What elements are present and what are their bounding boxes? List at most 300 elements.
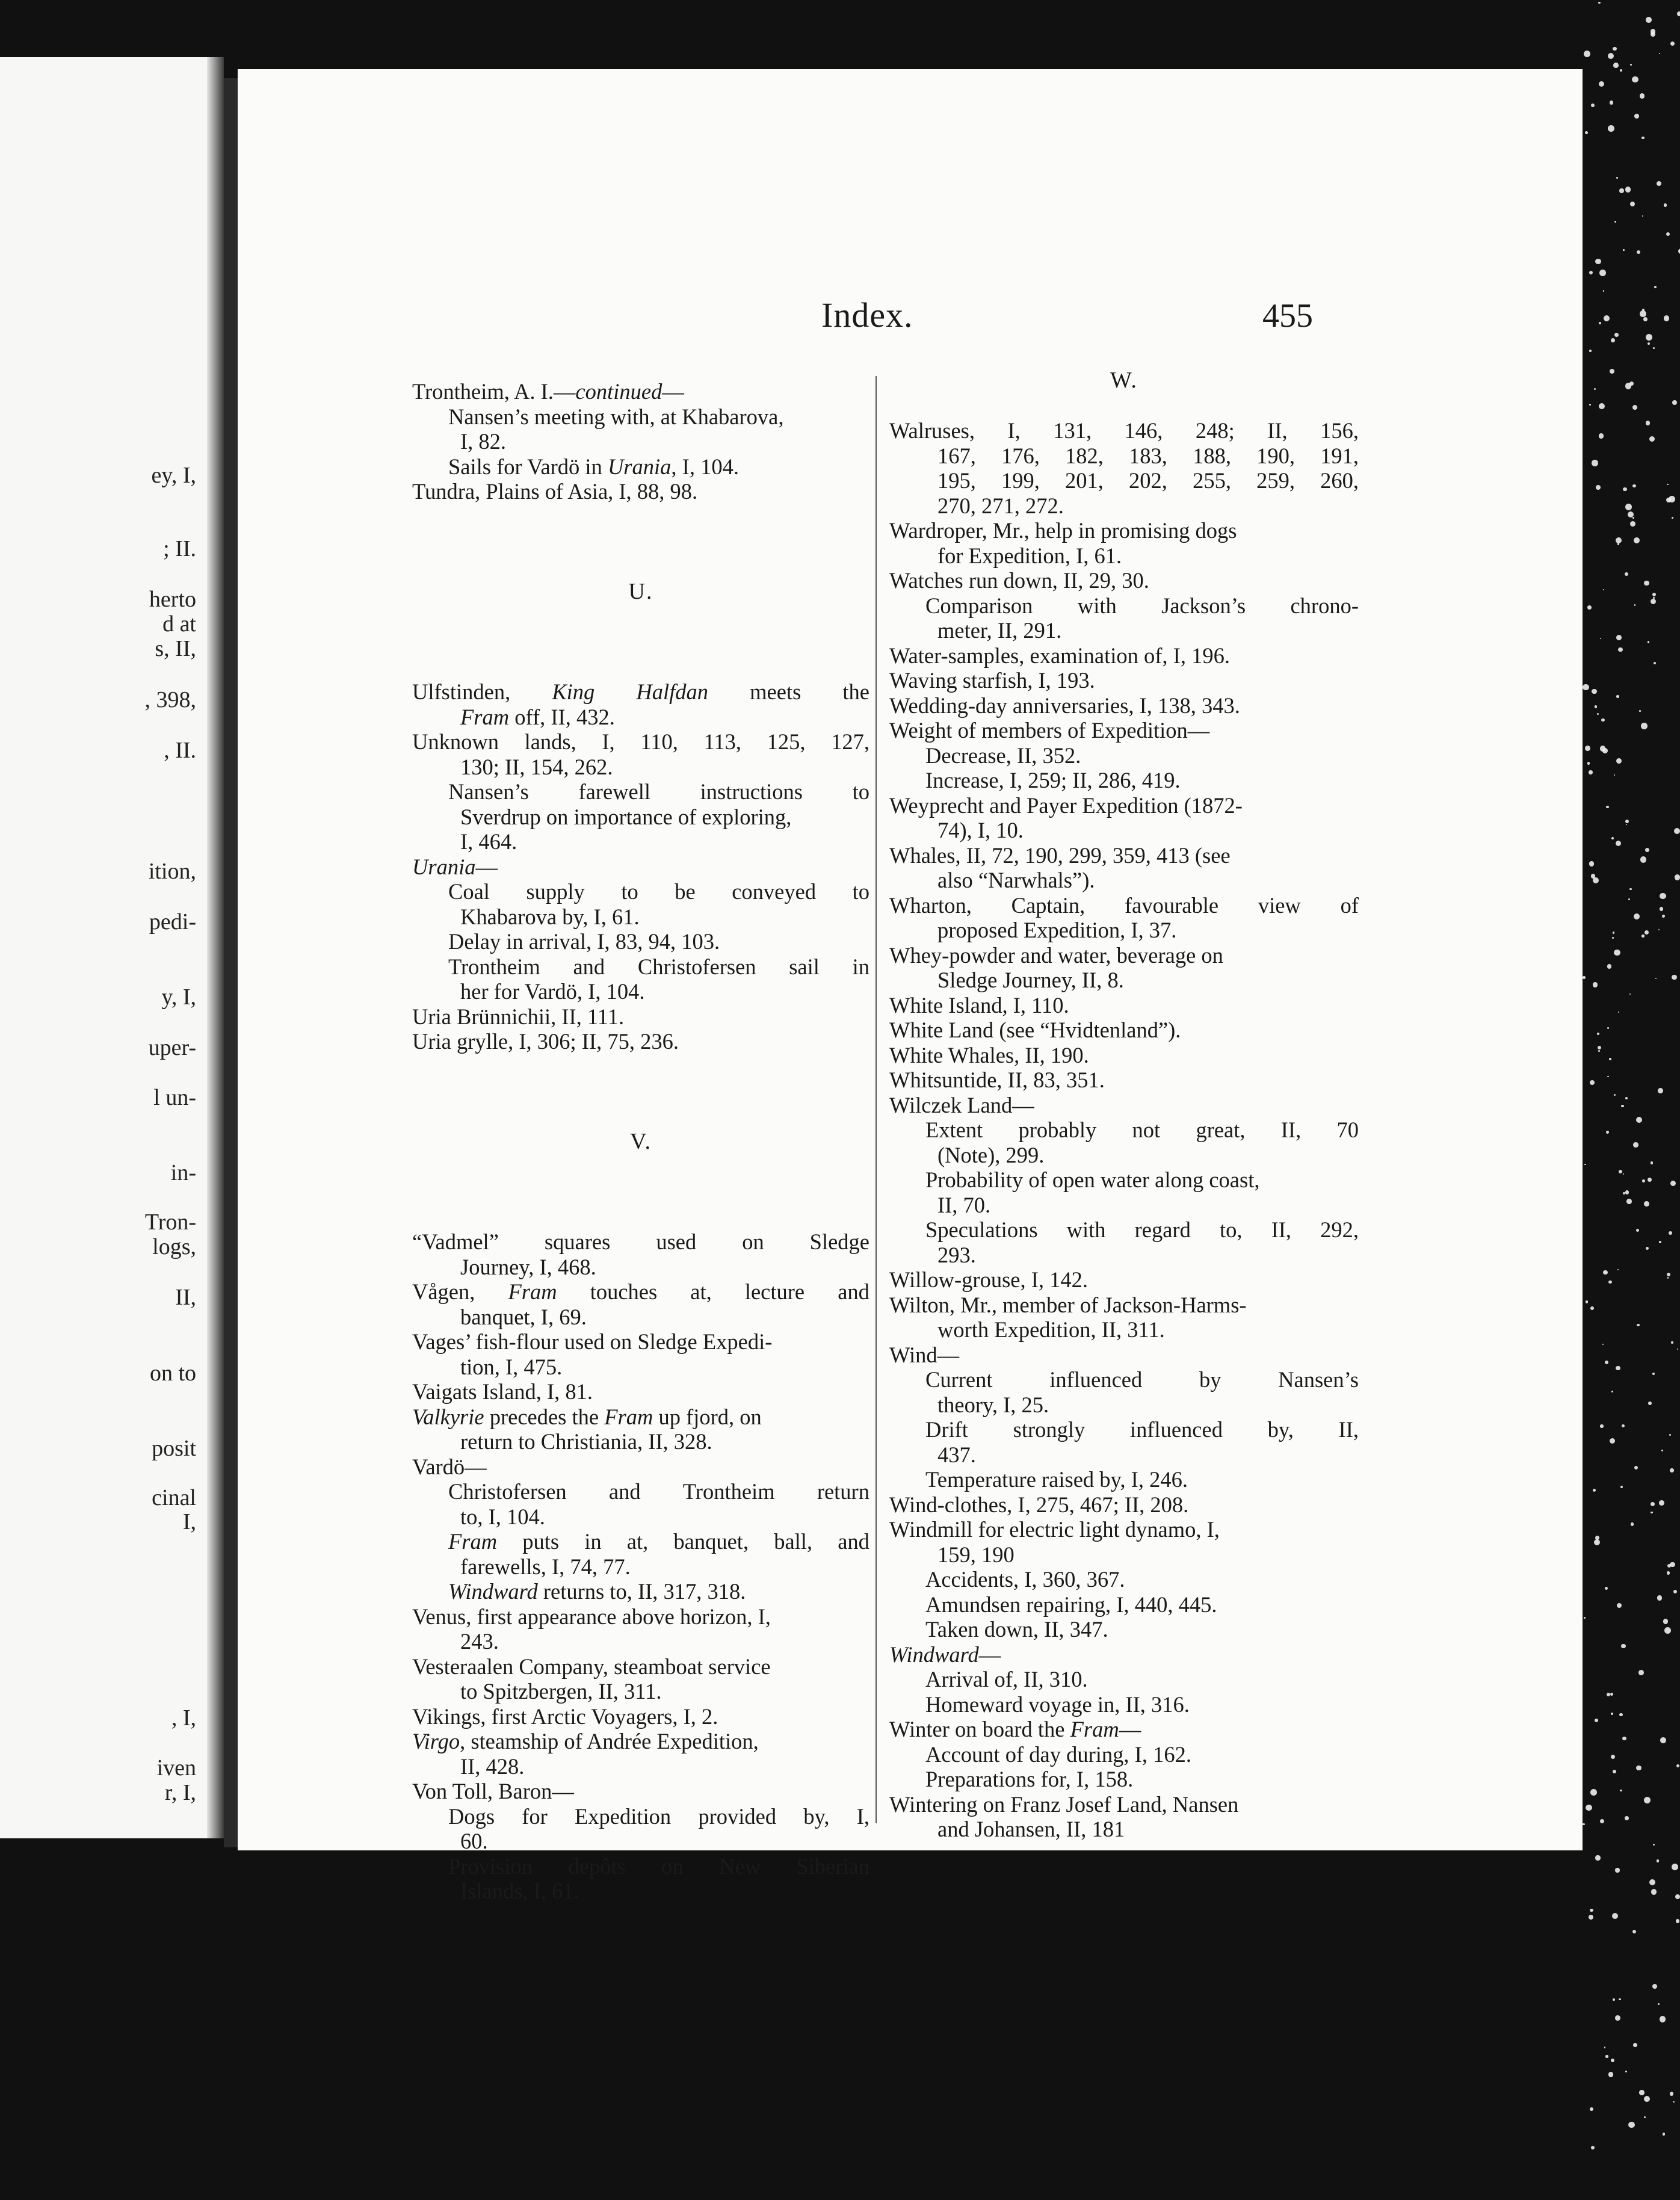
dust-speck: [1640, 311, 1646, 317]
dust-speck: [1586, 1300, 1589, 1303]
dust-speck: [1632, 517, 1634, 519]
dust-speck: [1646, 17, 1652, 23]
dust-speck: [1598, 1046, 1601, 1049]
dust-speck: [1590, 1306, 1595, 1311]
index-subentry: Journey, I, 468.: [460, 1254, 596, 1279]
dust-speck: [1629, 993, 1631, 995]
dust-speck: [1590, 1080, 1595, 1085]
facing-page-fragment: Tron-: [144, 1210, 196, 1235]
dust-speck: [1604, 315, 1610, 321]
dust-speck: [1590, 1789, 1597, 1796]
dust-speck: [1613, 63, 1619, 68]
dust-speck: [1649, 436, 1655, 442]
dust-speck: [1607, 1693, 1610, 1696]
dust-speck: [1669, 1434, 1671, 1436]
dust-speck: [1602, 1344, 1604, 1345]
dust-speck: [1620, 1486, 1623, 1488]
index-entry: Valkyrie precedes the Fram up fjord, on: [412, 1404, 762, 1429]
dust-speck: [1659, 1241, 1661, 1243]
dust-speck: [1652, 1373, 1655, 1375]
facing-page-fragment: II,: [175, 1285, 196, 1310]
dust-speck: [1602, 748, 1608, 753]
index-subentry: to Spitzbergen, II, 311.: [460, 1679, 662, 1704]
dust-speck: [1634, 537, 1640, 543]
dust-speck: [1640, 856, 1646, 862]
index-entry: Venus, first appearance above horizon, I,: [412, 1604, 771, 1629]
dust-speck: [1664, 203, 1667, 207]
index-subentry: 167, 176, 182, 183, 188, 190, 191,: [937, 443, 1359, 468]
section-spacer: [412, 1154, 869, 1229]
dust-speck: [1600, 638, 1601, 639]
index-entry: Wind—: [889, 1342, 960, 1367]
dust-speck: [1631, 1522, 1634, 1526]
facing-page-fragment: I,: [182, 1509, 196, 1534]
dust-speck: [1585, 131, 1588, 134]
index-subentry: Provision depôts on New Siberian: [448, 1853, 869, 1879]
dust-speck: [1600, 1819, 1604, 1823]
background-texture: [1480, 0, 1680, 2200]
dust-speck: [1619, 1998, 1620, 2000]
index-entry: Von Toll, Baron—: [412, 1779, 574, 1803]
dust-speck: [1636, 1229, 1639, 1232]
index-subentry: Arrival of, II, 310.: [925, 1667, 1088, 1692]
dust-speck: [1651, 1512, 1652, 1513]
dust-speck: [1676, 1764, 1679, 1767]
dust-speck: [1595, 705, 1597, 708]
index-subentry: Fram puts in at, banquet, ball, and: [448, 1529, 869, 1554]
dust-speck: [1667, 1571, 1670, 1575]
dust-speck: [1629, 888, 1632, 891]
dust-speck: [1599, 433, 1604, 438]
dust-speck: [1644, 2116, 1646, 2118]
facing-page-fragment: y, I,: [161, 984, 196, 1010]
facing-page-fragment: herto: [149, 587, 196, 612]
dust-speck: [1607, 1076, 1609, 1078]
index-entry: Weight of members of Expedition—: [889, 718, 1210, 743]
dust-speck: [1658, 1088, 1663, 1093]
dust-speck: [1662, 915, 1666, 918]
dust-speck: [1663, 1619, 1669, 1624]
facing-page-fragment: d at: [162, 611, 196, 637]
dust-speck: [1612, 1913, 1619, 1920]
dust-speck: [1616, 177, 1618, 179]
dust-speck: [1607, 1027, 1609, 1029]
dust-speck: [1654, 286, 1657, 288]
dust-speck: [1623, 487, 1626, 491]
index-subentry: for Expedition, I, 61.: [937, 543, 1122, 568]
dust-speck: [1616, 695, 1619, 697]
index-entry: Willow-grouse, I, 142.: [889, 1267, 1089, 1292]
dust-speck: [1672, 975, 1677, 980]
dust-speck: [1628, 898, 1630, 900]
dust-speck: [1599, 322, 1601, 324]
dust-speck: [1655, 978, 1657, 979]
index-entry: Uria grylle, I, 306; II, 75, 236.: [412, 1029, 679, 1054]
dust-speck: [1617, 1269, 1619, 1270]
dust-speck: [1589, 770, 1592, 774]
dust-speck: [1616, 758, 1622, 764]
dust-speck: [1667, 484, 1669, 486]
dust-speck: [1584, 1617, 1586, 1619]
index-entry: Waving starfish, I, 193.: [889, 668, 1095, 693]
section-spacer: [412, 1054, 869, 1129]
dust-speck: [1625, 2071, 1627, 2072]
dust-speck: [1675, 874, 1680, 880]
dust-speck: [1625, 187, 1631, 193]
dust-speck: [1608, 53, 1614, 59]
dust-speck: [1626, 1199, 1632, 1204]
dust-speck: [1660, 893, 1666, 900]
dust-speck: [1614, 774, 1615, 776]
dust-speck: [1669, 1231, 1672, 1235]
index-entry: Ulfstinden, King Halfdan meets the: [412, 679, 869, 704]
dust-speck: [1593, 1489, 1596, 1492]
dust-speck: [1594, 1539, 1600, 1545]
index-subentry: Amundsen repairing, I, 440, 445.: [925, 1592, 1217, 1617]
index-subentry: banquet, I, 69.: [460, 1304, 587, 1329]
dust-speck: [1625, 572, 1628, 576]
dust-speck: [1616, 537, 1622, 543]
dust-speck: [1632, 484, 1635, 487]
index-subentry: 293.: [937, 1242, 976, 1267]
dust-speck: [1667, 1277, 1669, 1279]
dust-speck: [1670, 1468, 1673, 1472]
facing-page-fragment: on to: [149, 1361, 196, 1386]
index-entry: Vikings, first Arctic Voyagers, I, 2.: [412, 1704, 718, 1729]
dust-speck: [1614, 333, 1619, 337]
dust-speck: [1633, 1142, 1638, 1148]
index-entry: Windmill for electric light dynamo, I,: [889, 1517, 1220, 1542]
index-subentry: Sails for Vardö in Urania, I, 104.: [448, 454, 739, 479]
index-entry: White Island, I, 110.: [889, 992, 1069, 1018]
dust-speck: [1671, 1341, 1673, 1343]
facing-page-fragment: l un-: [153, 1085, 196, 1110]
dust-speck: [1590, 1909, 1593, 1912]
facing-page-fragment: posit: [152, 1436, 196, 1461]
index-entry: Wind-clothes, I, 275, 467; II, 208.: [889, 1492, 1189, 1517]
index-subentry: proposed Expedition, I, 37.: [937, 918, 1177, 942]
section-letter: V.: [629, 1128, 652, 1154]
dust-speck: [1658, 929, 1660, 930]
dust-speck: [1610, 1438, 1615, 1444]
index-subentry: Fram off, II, 432.: [460, 704, 615, 729]
index-subentry: Christofersen and Trontheim return: [448, 1479, 869, 1504]
dust-speck: [1610, 1693, 1614, 1696]
dust-speck: [1596, 485, 1601, 490]
dust-speck: [1591, 104, 1595, 107]
index-subentry: Decrease, II, 352.: [925, 743, 1081, 768]
dust-speck: [1626, 824, 1628, 826]
index-subentry: farewells, I, 74, 77.: [460, 1554, 631, 1579]
index-subentry: Extent probably not great, II, 70: [925, 1117, 1359, 1142]
index-subentry: her for Vardö, I, 104.: [460, 979, 645, 1004]
dust-speck: [1603, 1270, 1607, 1275]
dust-speck: [1632, 1930, 1636, 1933]
index-subentry: Coal supply to be conveyed to: [448, 879, 869, 904]
dust-speck: [1611, 1713, 1613, 1715]
index-column-right: [889, 368, 1359, 1842]
dust-speck: [1599, 403, 1605, 409]
dust-speck: [1589, 1915, 1593, 1920]
index-entry: Whales, II, 72, 190, 299, 359, 413 (see: [889, 842, 1231, 868]
section-letter: W.: [1110, 368, 1138, 393]
dust-speck: [1585, 746, 1590, 751]
index-entry: Vågen, Fram touches at, lecture and: [412, 1279, 869, 1304]
dust-speck: [1642, 215, 1643, 217]
dust-speck: [1594, 388, 1596, 390]
facing-page-fragment: , 398,: [144, 687, 196, 712]
dust-speck: [1672, 1864, 1678, 1870]
dust-speck: [1659, 53, 1660, 54]
dust-speck: [1660, 2016, 1666, 2022]
dust-speck: [1620, 69, 1622, 72]
dust-speck: [1673, 1590, 1677, 1593]
dust-speck: [1584, 51, 1590, 57]
index-subentry: worth Expedition, II, 311.: [937, 1317, 1165, 1342]
dust-speck: [1630, 521, 1635, 527]
dust-speck: [1620, 1790, 1622, 1791]
index-entry: Wharton, Captain, favourable view of: [889, 892, 1359, 918]
dust-speck: [1617, 543, 1619, 545]
dust-speck: [1653, 1844, 1655, 1846]
dust-speck: [1657, 1595, 1662, 1600]
index-subentry: I, 82.: [460, 429, 507, 454]
dust-speck: [1612, 937, 1614, 939]
index-entry: Windward—: [889, 1642, 1001, 1667]
index-subentry: Comparison with Jackson’s chrono-: [925, 593, 1359, 618]
dust-speck: [1623, 1173, 1624, 1175]
dust-speck: [1673, 2101, 1674, 2103]
index-subentry: Drift strongly influenced by, II,: [925, 1417, 1359, 1442]
index-entry: Water-samples, examination of, I, 196.: [889, 643, 1230, 668]
dust-speck: [1584, 1164, 1586, 1166]
index-entry: “Vadmel” squares used on Sledge: [412, 1229, 869, 1254]
dust-speck: [1625, 383, 1632, 389]
dust-speck: [1645, 848, 1649, 852]
facing-page-fragment: s, II,: [155, 636, 196, 661]
index-entry: Virgo, steamship of Andrée Expedition,: [412, 1729, 759, 1754]
dust-speck: [1593, 982, 1598, 987]
dust-speck: [1660, 1737, 1666, 1743]
index-entry: White Whales, II, 190.: [889, 1042, 1089, 1068]
dust-speck: [1632, 405, 1637, 410]
dust-speck: [1619, 188, 1623, 193]
dust-speck: [1670, 1562, 1675, 1568]
index-subentry: 130; II, 154, 262.: [460, 754, 613, 779]
index-subentry: also “Narwhals”).: [937, 868, 1095, 892]
dust-speck: [1661, 1450, 1663, 1451]
index-subentry: 195, 199, 201, 202, 255, 259, 260,: [937, 468, 1359, 493]
dust-speck: [1614, 221, 1616, 223]
section-letter: U.: [628, 578, 653, 604]
dust-speck: [1621, 1105, 1623, 1107]
dust-speck: [1616, 1366, 1620, 1370]
dust-speck: [1641, 935, 1644, 937]
index-subentry: Delay in arrival, I, 83, 94, 103.: [448, 929, 720, 954]
dust-speck: [1591, 2146, 1595, 2149]
dust-speck: [1657, 181, 1661, 186]
dust-speck: [1605, 1361, 1608, 1364]
facing-page-fragment: , I,: [171, 1705, 196, 1731]
dust-speck: [1637, 250, 1640, 254]
dust-speck: [1607, 964, 1612, 969]
dust-speck: [1583, 684, 1589, 691]
index-entry: Weyprecht and Payer Expedition (1872-: [889, 793, 1243, 818]
dust-speck: [1615, 1868, 1619, 1872]
dust-speck: [1641, 137, 1644, 140]
facing-page-fragment: r, I,: [164, 1780, 196, 1805]
index-subentry: Dogs for Expedition provided by, I,: [448, 1803, 869, 1829]
dust-speck: [1617, 1603, 1622, 1608]
dust-speck: [1583, 1823, 1585, 1826]
section-spacer: [412, 504, 869, 579]
dust-speck: [1623, 249, 1625, 251]
dust-speck: [1619, 1713, 1623, 1717]
dust-speck: [1634, 604, 1635, 605]
dust-speck: [1611, 338, 1615, 342]
dust-speck: [1625, 1816, 1628, 1820]
dust-speck: [1634, 114, 1639, 119]
index-entry: Tundra, Plains of Asia, I, 88, 98.: [412, 479, 698, 504]
dust-speck: [1611, 1755, 1615, 1759]
dust-speck: [1643, 317, 1648, 321]
dust-speck: [1632, 76, 1638, 83]
index-entry: Urania—: [412, 854, 498, 879]
index-subentry: Speculations with regard to, II, 292,: [925, 1217, 1359, 1242]
dust-speck: [1598, 1050, 1600, 1052]
index-entry: Wilton, Mr., member of Jackson-Harms-: [889, 1292, 1247, 1317]
dust-speck: [1649, 1879, 1655, 1885]
dust-speck: [1636, 1766, 1641, 1770]
dust-speck: [1658, 2003, 1660, 2005]
dust-speck: [1657, 1859, 1659, 1862]
index-subentry: Islands, I, 61.: [460, 1879, 579, 1903]
index-entry: Vesteraalen Company, steamboat service: [412, 1654, 771, 1679]
facing-page-fragment: in-: [170, 1160, 196, 1185]
dust-speck: [1590, 2107, 1593, 2111]
dust-speck: [1644, 1201, 1649, 1207]
index-subentry: Nansen’s farewell instructions to: [448, 779, 869, 804]
dust-speck: [1670, 2092, 1674, 2096]
dust-speck: [1603, 290, 1605, 292]
dust-speck: [1622, 1737, 1626, 1741]
section-spacer: [412, 604, 869, 679]
dust-speck: [1639, 710, 1641, 712]
dust-speck: [1610, 369, 1614, 374]
dust-speck: [1628, 2122, 1635, 2128]
dust-speck: [1605, 2055, 1608, 2057]
dust-speck: [1630, 64, 1632, 66]
dust-speck: [1625, 820, 1629, 823]
index-entry: Trontheim, A. I.—continued—: [412, 379, 684, 404]
dust-speck: [1611, 2059, 1614, 2062]
dust-speck: [1670, 1181, 1676, 1186]
dust-speck: [1666, 232, 1670, 236]
index-subentry: Sverdrup on importance of exploring,: [460, 804, 792, 829]
index-subentry: II, 428.: [460, 1754, 525, 1779]
index-entry: Vages’ fish-flour used on Sledge Expedi-: [412, 1329, 773, 1354]
index-entry: Whey-powder and water, beverage on: [889, 942, 1223, 968]
dust-speck: [1603, 589, 1604, 590]
dust-speck: [1625, 1097, 1628, 1099]
facing-page: [0, 57, 224, 1838]
index-subentry: 270, 271, 272.: [937, 493, 1064, 518]
facing-page-fragment: ition,: [148, 859, 196, 884]
index-subentry: Nansen’s meeting with, at Khabarova,: [448, 404, 784, 429]
dust-speck: [1613, 932, 1614, 933]
index-subentry: tion, I, 475.: [460, 1354, 563, 1379]
dust-speck: [1642, 1179, 1645, 1182]
dust-speck: [1613, 1770, 1616, 1773]
dust-speck: [1592, 460, 1598, 466]
dust-speck: [1669, 496, 1675, 502]
dust-speck: [1608, 125, 1614, 132]
dust-speck: [1595, 1855, 1600, 1860]
dust-speck: [1589, 271, 1593, 274]
dust-speck: [1648, 1178, 1652, 1182]
page-spine: [207, 57, 224, 1838]
index-subentry: 437.: [937, 1442, 976, 1467]
dust-speck: [1636, 1117, 1642, 1123]
dust-speck: [1644, 581, 1649, 586]
index-subentry: I, 464.: [460, 829, 517, 854]
dust-speck: [1606, 1131, 1609, 1134]
index-subentry: Accidents, I, 360, 367.: [925, 1567, 1125, 1592]
dust-speck: [1613, 1998, 1615, 2001]
index-subentry: meter, II, 291.: [937, 618, 1062, 643]
index-subentry: Temperature raised by, I, 246.: [925, 1467, 1188, 1492]
dust-speck: [1625, 504, 1632, 510]
page-gutter-shadow: [224, 78, 238, 1847]
dust-speck: [1616, 841, 1621, 846]
dust-speck: [1625, 1190, 1629, 1194]
index-subentry: Homeward voyage in, II, 316.: [925, 1692, 1190, 1717]
index-subentry: Khabarova by, I, 61.: [460, 904, 640, 929]
dust-speck: [1610, 100, 1613, 104]
dust-speck: [1614, 1094, 1616, 1096]
dust-speck: [1587, 605, 1591, 609]
dust-speck: [1663, 2133, 1666, 2136]
dust-speck: [1670, 42, 1675, 46]
index-entry: Wintering on Franz Josef Land, Nansen: [889, 1791, 1239, 1817]
dust-speck: [1667, 1273, 1670, 1276]
dust-speck: [1587, 762, 1590, 764]
dust-speck: [1651, 1502, 1655, 1506]
dust-speck: [1611, 1391, 1613, 1392]
dust-speck: [1599, 270, 1606, 276]
dust-speck: [1600, 1424, 1604, 1428]
dust-speck: [1634, 1466, 1638, 1469]
running-title: Index.: [821, 295, 913, 335]
facing-page-fragment: iven: [156, 1755, 196, 1781]
index-subentry: Preparations for, I, 158.: [925, 1767, 1134, 1791]
dust-speck: [1676, 1919, 1679, 1923]
index-subentry: Trontheim and Christofersen sail in: [448, 954, 869, 979]
index-entry: Vaigats Island, I, 81.: [412, 1379, 593, 1404]
index-subentry: to, I, 104.: [460, 1504, 545, 1529]
dust-speck: [1672, 400, 1677, 405]
index-subentry: and Johansen, II, 181: [937, 1817, 1125, 1841]
facing-page-fragment: uper-: [148, 1035, 196, 1060]
dust-speck: [1651, 32, 1655, 37]
dust-speck: [1654, 662, 1656, 664]
dust-speck: [1675, 1894, 1680, 1899]
facing-page-fragment: ; II.: [163, 536, 196, 561]
dust-speck: [1644, 2096, 1650, 2102]
index-subentry: Probability of open water along coast,: [925, 1167, 1260, 1192]
dust-speck: [1616, 635, 1622, 640]
dust-speck: [1595, 259, 1601, 264]
